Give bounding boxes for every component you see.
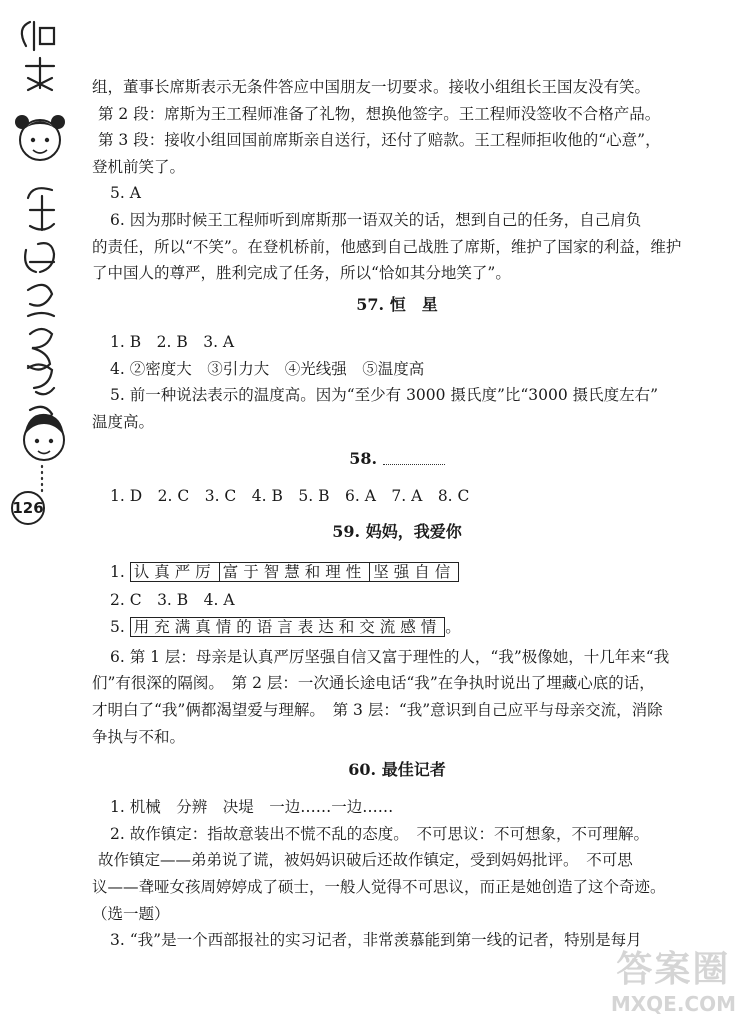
watermark-url: MXQE.COM <box>610 992 736 1016</box>
q1-label: 1. <box>110 563 125 581</box>
text-line: 1. D 2. C 3. C 4. B 5. B 6. A 7. A 8. C <box>110 487 470 505</box>
section-title-57: 57. 恒 星 <box>356 295 438 314</box>
section-title-58-number: 58. <box>349 449 378 468</box>
text-line: 们”有很深的隔阂。 第 2 层：一次通长途电话“我”在争执时说出了埋藏心底的话， <box>92 674 655 692</box>
text-line: 故作镇定——弟弟说了谎，被妈妈识破后还故作镇定，受到妈妈批评。 不可思 <box>98 851 633 869</box>
section-title-60: 60. 最佳记者 <box>348 760 446 779</box>
page-number: 126 <box>12 499 44 517</box>
text-line: 5. A <box>110 184 141 202</box>
answer-box: 坚强自信 <box>370 562 459 582</box>
q5-boxed-answer <box>110 617 461 637</box>
text-line: 2. 故作镇定：指故意装出不慌不乱的态度。 不可思议：不可想象，不可理解。 <box>110 825 649 843</box>
text-line: 5. 前一种说法表示的温度高。因为“至少有 3000 摄氏度”比“3000 摄氏度左右” <box>110 386 659 404</box>
text-line: 温度高。 <box>92 413 155 431</box>
text-line: 1. 机械 分辨 决堤 一边……一边…… <box>110 798 394 816</box>
text-line: 第 2 段：席斯为王工程师准备了礼物，想换他签字。王工程师没签收不合格产品。 <box>98 105 661 123</box>
text-line: 2. C 3. B 4. A <box>110 591 235 609</box>
q1-boxed-answers <box>110 562 459 582</box>
q5-label: 5. <box>110 618 125 636</box>
q5-end: 。 <box>445 618 461 636</box>
blank-title-dots <box>383 454 445 465</box>
text-line: 第 3 段：接收小组回国前席斯亲自送行，还付了赔款。王工程师拒收他的“心意”， <box>98 131 661 149</box>
text-line: （选一题） <box>92 905 170 923</box>
watermark-logo <box>611 941 736 1016</box>
text-line: 4. ②密度大 ③引力大 ④光线强 ⑤温度高 <box>110 360 425 378</box>
cartoon-boy-icon <box>24 414 64 460</box>
text-line: 才明白了“我”俩都渴望爱与理解。 第 3 层：“我”意识到自己应平与母亲交流，消除 <box>92 701 663 719</box>
text-line: 3. “我”是一个西部报社的实习记者，非常羡慕能到第一线的记者，特别是每月 <box>110 931 642 949</box>
section-title-58 <box>92 449 702 469</box>
text-line: 6. 因为那时候王工程师听到席斯那一语双关的话，想到自己的任务，自己肩负 <box>110 211 642 229</box>
text-line: 了中国人的尊严，胜利完成了任务，所以“恰如其分地笑了”。 <box>92 264 511 282</box>
text-line: 登机前笑了。 <box>92 158 186 176</box>
text-line: 组，董事长席斯表示无条件答应中国朋友一切要求。接收小组组长王国友没有笑。 <box>92 78 651 96</box>
cartoon-girl-icon <box>15 115 65 160</box>
watermark-title: 答案圈 <box>616 949 731 990</box>
text-line: 1. B 2. B 3. A <box>110 333 235 351</box>
answer-box: 认真严厉 <box>130 562 220 582</box>
text-line: 议——聋哑女孩周婷婷成了硕士，一般人觉得不可思议，而正是她创造了这个奇迹。 <box>92 878 666 896</box>
text-line: 争执与不和。 <box>92 728 186 746</box>
answer-box: 富于智慧和理性 <box>220 562 371 582</box>
answer-box: 用充满真情的语言表达和交流感情 <box>130 617 446 637</box>
text-line: 的责任，所以“不笑”。在登机桥前，他感到自己战胜了席斯，维护了国家的利益，维护 <box>92 238 682 256</box>
text-line: 6. 第 1 层：母亲是认真严厉坚强自信又富于理性的人，“我”极像她，十几年来“我 <box>110 648 670 666</box>
section-title-59: 59. 妈妈，我爱你 <box>332 522 462 541</box>
